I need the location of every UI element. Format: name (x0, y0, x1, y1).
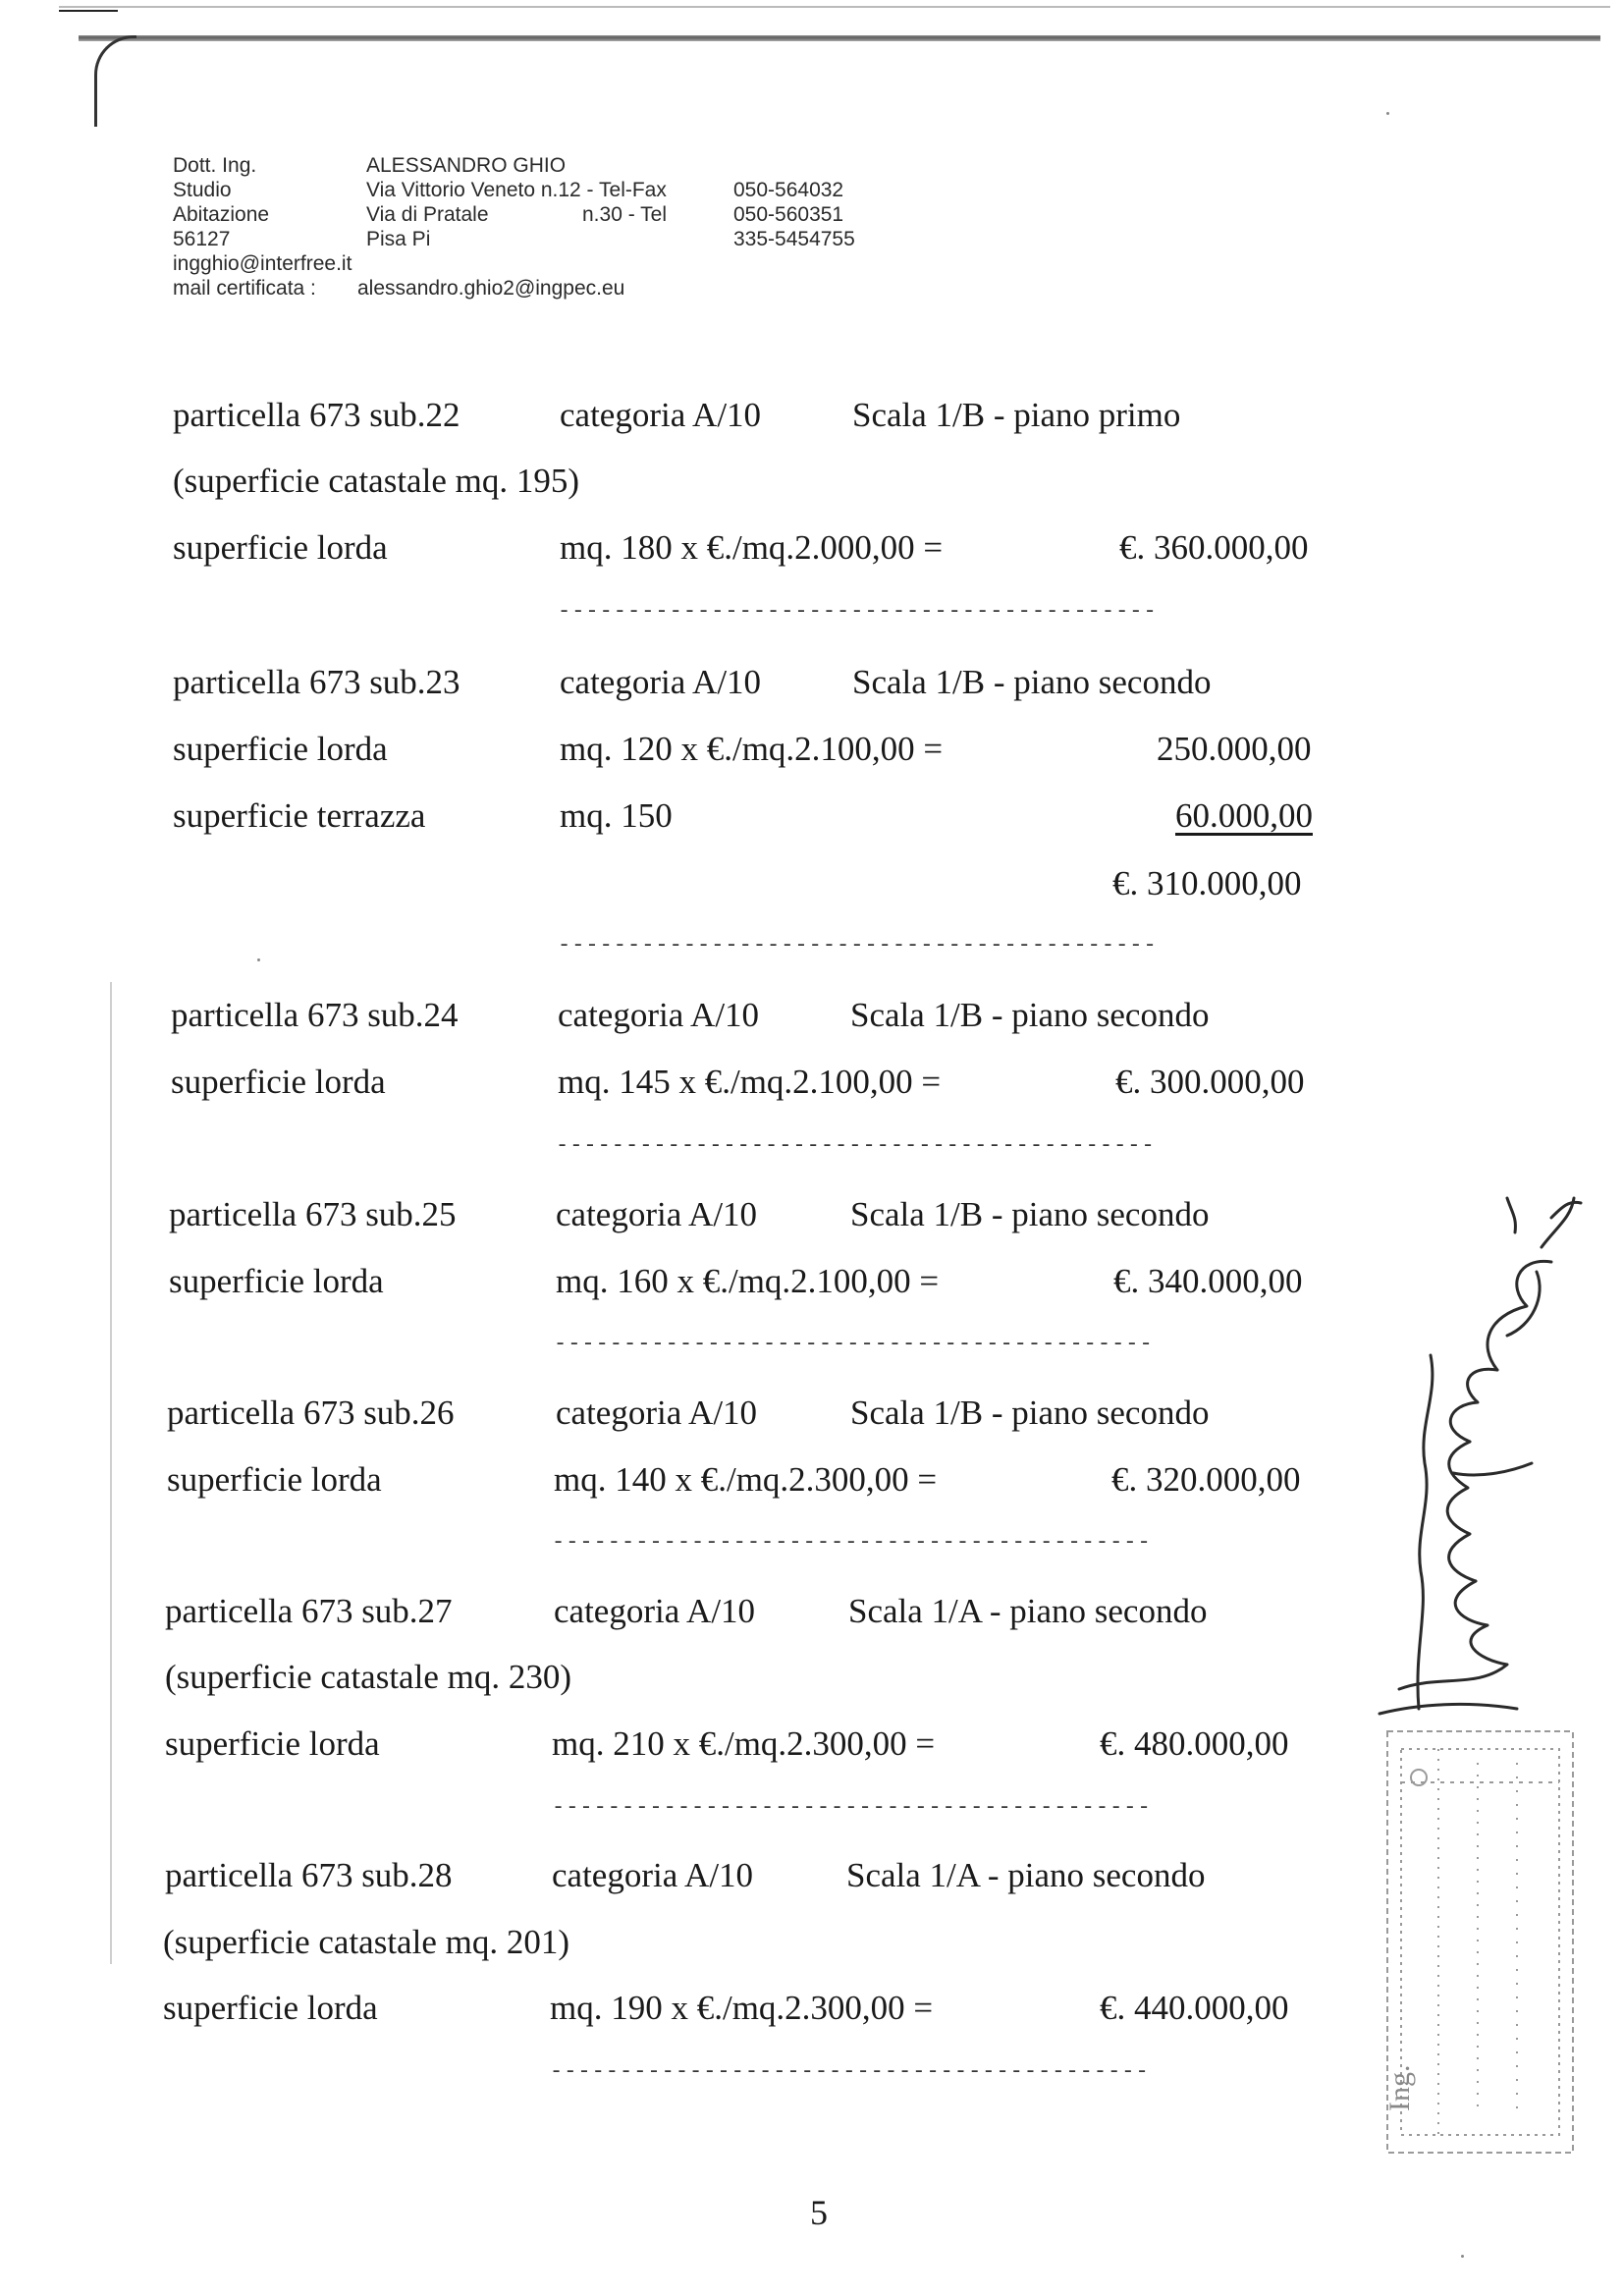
row-amount: €. 340.000,00 (1113, 1262, 1303, 1300)
professional-stamp (1380, 1723, 1581, 2160)
entry-separator: ------------------------------------------- (558, 599, 1158, 624)
row-amount: €. 300.000,00 (1115, 1063, 1305, 1101)
row-label: superficie lorda (163, 1989, 378, 2027)
letterhead-number: n.30 - Tel (582, 203, 667, 226)
row-amount: €. 480.000,00 (1100, 1724, 1289, 1763)
handwritten-signature (1360, 1178, 1586, 1728)
page-number: 5 (810, 2193, 828, 2232)
row-calc: mq. 150 (560, 796, 673, 835)
row-label: superficie lorda (167, 1460, 382, 1499)
letterhead-label: Studio (173, 179, 232, 201)
entry-categoria: categoria A/10 (558, 996, 760, 1034)
letterhead-title: Dott. Ing. (173, 154, 257, 177)
scan-top-border (79, 35, 1600, 41)
row-amount: €. 320.000,00 (1111, 1460, 1301, 1499)
letterhead-pec-label: mail certificata : (173, 277, 316, 300)
entry-categoria: categoria A/10 (552, 1856, 754, 1894)
entry-catastale: (superficie catastale mq. 230) (165, 1658, 571, 1696)
entry-catastale: (superficie catastale mq. 201) (163, 1923, 569, 1961)
entry-separator: ------------------------------------------- (554, 1332, 1154, 1356)
row-calc: mq. 210 x €./mq.2.300,00 = (552, 1724, 936, 1763)
letterhead-city: Pisa Pi (366, 228, 431, 250)
entry-categoria: categoria A/10 (554, 1592, 756, 1630)
entry-scala: Scala 1/B - piano secondo (850, 1195, 1210, 1233)
letterhead-address: Via Vittorio Veneto n.12 - Tel-Fax (366, 179, 667, 201)
row-calc: mq. 120 x €./mq.2.100,00 = (560, 730, 944, 768)
entry-catastale: (superficie catastale mq. 195) (173, 462, 579, 500)
scan-speck (257, 958, 260, 961)
letterhead-phone: 050-560351 (733, 203, 844, 226)
letterhead-phone: 050-564032 (733, 179, 844, 201)
entry-total: €. 310.000,00 (1112, 864, 1302, 902)
row-amount: €. 440.000,00 (1100, 1989, 1289, 2027)
entry-particella: particella 673 sub.24 (171, 996, 459, 1034)
letterhead-zip: 56127 (173, 228, 231, 250)
letterhead-label: Abitazione (173, 203, 270, 226)
row-amount: 250.000,00 (1157, 730, 1312, 768)
row-calc: mq. 145 x €./mq.2.100,00 = (558, 1063, 942, 1101)
entry-scala: Scala 1/B - piano secondo (850, 996, 1210, 1034)
row-label: superficie lorda (165, 1724, 380, 1763)
stamp-text: Ing. (1383, 2064, 1416, 2111)
scan-corner-mark (59, 10, 118, 12)
scan-left-shadow (110, 982, 112, 1964)
row-label: superficie lorda (169, 1262, 384, 1300)
entry-categoria: categoria A/10 (560, 663, 762, 701)
row-amount: 60.000,00 (1175, 796, 1313, 835)
letterhead-pec-email: alessandro.ghio2@ingpec.eu (357, 277, 625, 300)
row-amount: €. 360.000,00 (1119, 528, 1309, 567)
row-calc: mq. 180 x €./mq.2.000,00 = (560, 528, 944, 567)
entry-scala: Scala 1/B - piano primo (852, 396, 1181, 434)
entry-particella: particella 673 sub.26 (167, 1394, 455, 1432)
letterhead-name: ALESSANDRO GHIO (366, 154, 567, 177)
entry-categoria: categoria A/10 (556, 1394, 758, 1432)
entry-separator: ------------------------------------------- (558, 933, 1158, 957)
row-calc: mq. 140 x €./mq.2.300,00 = (554, 1460, 938, 1499)
entry-categoria: categoria A/10 (560, 396, 762, 434)
row-calc: mq. 160 x €./mq.2.100,00 = (556, 1262, 940, 1300)
entry-particella: particella 673 sub.27 (165, 1592, 453, 1630)
row-label: superficie lorda (171, 1063, 386, 1101)
letterhead-email: ingghio@interfree.it (173, 252, 352, 275)
entry-scala: Scala 1/B - piano secondo (852, 663, 1212, 701)
entry-particella: particella 673 sub.22 (173, 396, 460, 434)
entry-categoria: categoria A/10 (556, 1195, 758, 1233)
scan-page-curl (94, 35, 136, 127)
scan-speck (1461, 2255, 1464, 2258)
letterhead-address: Via di Pratale (366, 203, 489, 226)
entry-scala: Scala 1/A - piano secondo (848, 1592, 1208, 1630)
row-label: superficie terrazza (173, 796, 426, 835)
scan-speck (1386, 112, 1389, 115)
entry-separator: ------------------------------------------- (552, 1530, 1152, 1555)
entry-separator: ------------------------------------------- (550, 2059, 1150, 2084)
letterhead-mobile: 335-5454755 (733, 228, 855, 250)
entry-particella: particella 673 sub.28 (165, 1856, 453, 1894)
entry-separator: ------------------------------------------- (552, 1795, 1152, 1820)
scan-edge-line (59, 6, 1610, 8)
entry-particella: particella 673 sub.23 (173, 663, 460, 701)
row-calc: mq. 190 x €./mq.2.300,00 = (550, 1989, 934, 2027)
row-label: superficie lorda (173, 528, 388, 567)
entry-scala: Scala 1/A - piano secondo (846, 1856, 1206, 1894)
entry-separator: ------------------------------------------- (556, 1133, 1156, 1158)
entry-scala: Scala 1/B - piano secondo (850, 1394, 1210, 1432)
row-label: superficie lorda (173, 730, 388, 768)
entry-particella: particella 673 sub.25 (169, 1195, 457, 1233)
